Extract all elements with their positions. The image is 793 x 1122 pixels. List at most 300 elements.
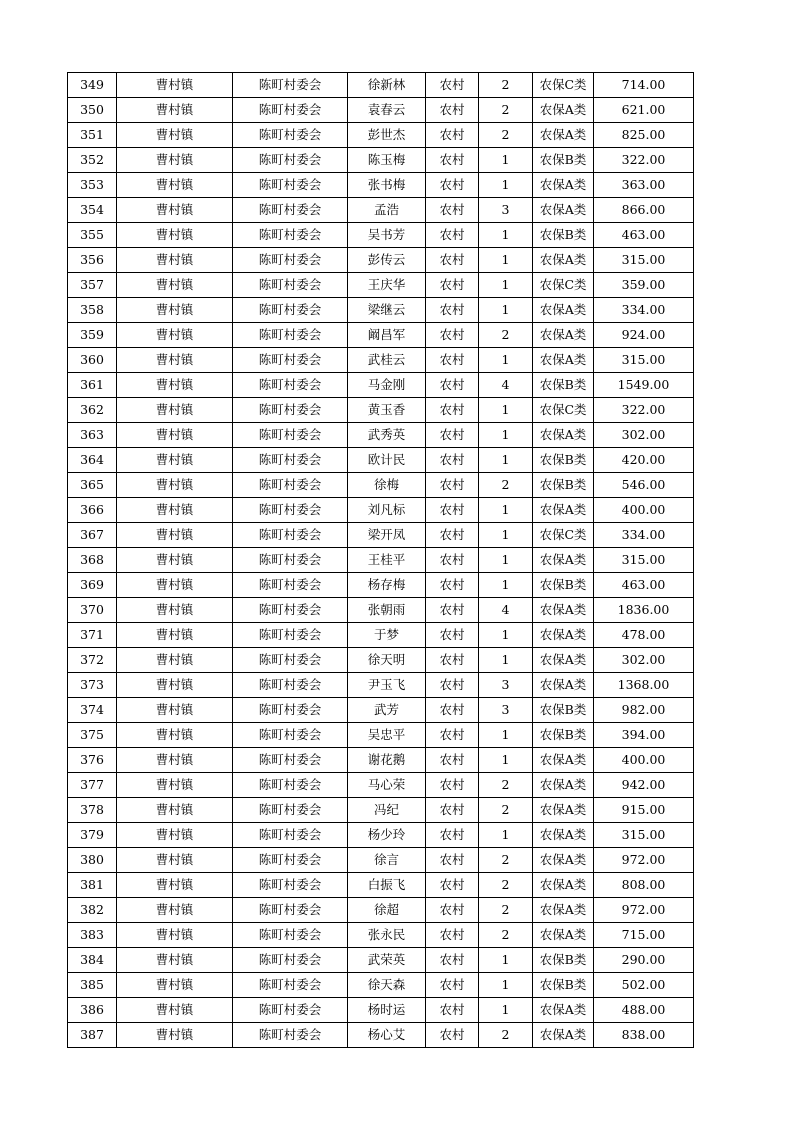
household-count-cell: 1 xyxy=(479,973,533,998)
area-type-cell: 农村 xyxy=(426,723,479,748)
name-cell: 徐天明 xyxy=(348,648,426,673)
town-cell: 曹村镇 xyxy=(117,923,233,948)
name-cell: 王庆华 xyxy=(348,273,426,298)
town-cell: 曹村镇 xyxy=(117,173,233,198)
town-cell: 曹村镇 xyxy=(117,473,233,498)
name-cell: 白振飞 xyxy=(348,873,426,898)
insurance-class-cell: 农保A类 xyxy=(533,623,594,648)
insurance-class-cell: 农保A类 xyxy=(533,298,594,323)
amount-cell: 715.00 xyxy=(594,923,694,948)
row-number-cell: 368 xyxy=(68,548,117,573)
area-type-cell: 农村 xyxy=(426,73,479,98)
amount-cell: 972.00 xyxy=(594,898,694,923)
amount-cell: 315.00 xyxy=(594,248,694,273)
insurance-class-cell: 农保A类 xyxy=(533,898,594,923)
town-cell: 曹村镇 xyxy=(117,298,233,323)
household-count-cell: 1 xyxy=(479,648,533,673)
household-count-cell: 1 xyxy=(479,948,533,973)
row-number-cell: 369 xyxy=(68,573,117,598)
name-cell: 张书梅 xyxy=(348,173,426,198)
table-row xyxy=(68,523,694,548)
village-committee-cell: 陈町村委会 xyxy=(233,598,348,623)
insurance-class-cell: 农保B类 xyxy=(533,573,594,598)
insurance-class-cell: 农保B类 xyxy=(533,973,594,998)
town-cell: 曹村镇 xyxy=(117,598,233,623)
household-count-cell: 2 xyxy=(479,1023,533,1048)
village-committee-cell: 陈町村委会 xyxy=(233,698,348,723)
household-count-cell: 1 xyxy=(479,248,533,273)
household-count-cell: 2 xyxy=(479,848,533,873)
household-count-cell: 2 xyxy=(479,873,533,898)
name-cell: 武芳 xyxy=(348,698,426,723)
town-cell: 曹村镇 xyxy=(117,448,233,473)
household-count-cell: 1 xyxy=(479,998,533,1023)
table-row xyxy=(68,298,694,323)
amount-cell: 942.00 xyxy=(594,773,694,798)
row-number-cell: 379 xyxy=(68,823,117,848)
village-committee-cell: 陈町村委会 xyxy=(233,373,348,398)
village-committee-cell: 陈町村委会 xyxy=(233,73,348,98)
table-row xyxy=(68,323,694,348)
row-number-cell: 384 xyxy=(68,948,117,973)
insurance-class-cell: 农保B类 xyxy=(533,698,594,723)
household-count-cell: 1 xyxy=(479,723,533,748)
amount-cell: 359.00 xyxy=(594,273,694,298)
town-cell: 曹村镇 xyxy=(117,123,233,148)
row-number-cell: 382 xyxy=(68,898,117,923)
row-number-cell: 372 xyxy=(68,648,117,673)
table-row xyxy=(68,573,694,598)
village-committee-cell: 陈町村委会 xyxy=(233,973,348,998)
name-cell: 孟浩 xyxy=(348,198,426,223)
insurance-class-cell: 农保C类 xyxy=(533,273,594,298)
insurance-class-cell: 农保A类 xyxy=(533,323,594,348)
table-row xyxy=(68,548,694,573)
name-cell: 张朝雨 xyxy=(348,598,426,623)
area-type-cell: 农村 xyxy=(426,223,479,248)
area-type-cell: 农村 xyxy=(426,848,479,873)
name-cell: 梁开凤 xyxy=(348,523,426,548)
insurance-class-cell: 农保C类 xyxy=(533,523,594,548)
insurance-class-cell: 农保B类 xyxy=(533,473,594,498)
household-count-cell: 1 xyxy=(479,523,533,548)
amount-cell: 315.00 xyxy=(594,548,694,573)
household-count-cell: 3 xyxy=(479,198,533,223)
insurance-class-cell: 农保A类 xyxy=(533,798,594,823)
name-cell: 马金刚 xyxy=(348,373,426,398)
household-count-cell: 1 xyxy=(479,748,533,773)
town-cell: 曹村镇 xyxy=(117,548,233,573)
name-cell: 杨存梅 xyxy=(348,573,426,598)
area-type-cell: 农村 xyxy=(426,373,479,398)
household-count-cell: 1 xyxy=(479,348,533,373)
village-committee-cell: 陈町村委会 xyxy=(233,848,348,873)
amount-cell: 488.00 xyxy=(594,998,694,1023)
area-type-cell: 农村 xyxy=(426,873,479,898)
row-number-cell: 377 xyxy=(68,773,117,798)
household-count-cell: 1 xyxy=(479,448,533,473)
household-count-cell: 3 xyxy=(479,673,533,698)
table-row xyxy=(68,698,694,723)
insurance-class-cell: 农保A类 xyxy=(533,748,594,773)
area-type-cell: 农村 xyxy=(426,198,479,223)
row-number-cell: 366 xyxy=(68,498,117,523)
household-count-cell: 2 xyxy=(479,473,533,498)
village-committee-cell: 陈町村委会 xyxy=(233,573,348,598)
name-cell: 欧计民 xyxy=(348,448,426,473)
amount-cell: 463.00 xyxy=(594,573,694,598)
town-cell: 曹村镇 xyxy=(117,673,233,698)
village-committee-cell: 陈町村委会 xyxy=(233,923,348,948)
household-count-cell: 2 xyxy=(479,323,533,348)
area-type-cell: 农村 xyxy=(426,98,479,123)
household-count-cell: 1 xyxy=(479,623,533,648)
insurance-class-cell: 农保B类 xyxy=(533,223,594,248)
village-committee-cell: 陈町村委会 xyxy=(233,998,348,1023)
row-number-cell: 383 xyxy=(68,923,117,948)
village-committee-cell: 陈町村委会 xyxy=(233,748,348,773)
town-cell: 曹村镇 xyxy=(117,423,233,448)
amount-cell: 502.00 xyxy=(594,973,694,998)
name-cell: 吴忠平 xyxy=(348,723,426,748)
insurance-class-cell: 农保A类 xyxy=(533,848,594,873)
area-type-cell: 农村 xyxy=(426,948,479,973)
table-row xyxy=(68,723,694,748)
amount-cell: 924.00 xyxy=(594,323,694,348)
name-cell: 于梦 xyxy=(348,623,426,648)
name-cell: 黄玉香 xyxy=(348,398,426,423)
village-committee-cell: 陈町村委会 xyxy=(233,298,348,323)
insurance-class-cell: 农保A类 xyxy=(533,548,594,573)
amount-cell: 290.00 xyxy=(594,948,694,973)
row-number-cell: 387 xyxy=(68,1023,117,1048)
town-cell: 曹村镇 xyxy=(117,848,233,873)
household-count-cell: 1 xyxy=(479,273,533,298)
household-count-cell: 2 xyxy=(479,123,533,148)
village-committee-cell: 陈町村委会 xyxy=(233,448,348,473)
household-count-cell: 4 xyxy=(479,373,533,398)
data-table xyxy=(67,72,694,1048)
row-number-cell: 378 xyxy=(68,798,117,823)
village-committee-cell: 陈町村委会 xyxy=(233,1023,348,1048)
insurance-class-cell: 农保A类 xyxy=(533,648,594,673)
row-number-cell: 386 xyxy=(68,998,117,1023)
table-row xyxy=(68,448,694,473)
amount-cell: 1368.00 xyxy=(594,673,694,698)
row-number-cell: 365 xyxy=(68,473,117,498)
name-cell: 袁春云 xyxy=(348,98,426,123)
insurance-class-cell: 农保C类 xyxy=(533,73,594,98)
household-count-cell: 2 xyxy=(479,73,533,98)
amount-cell: 363.00 xyxy=(594,173,694,198)
name-cell: 杨时运 xyxy=(348,998,426,1023)
household-count-cell: 1 xyxy=(479,398,533,423)
amount-cell: 808.00 xyxy=(594,873,694,898)
household-count-cell: 2 xyxy=(479,773,533,798)
area-type-cell: 农村 xyxy=(426,148,479,173)
amount-cell: 915.00 xyxy=(594,798,694,823)
name-cell: 冯纪 xyxy=(348,798,426,823)
village-committee-cell: 陈町村委会 xyxy=(233,873,348,898)
area-type-cell: 农村 xyxy=(426,648,479,673)
amount-cell: 400.00 xyxy=(594,498,694,523)
insurance-class-cell: 农保A类 xyxy=(533,348,594,373)
village-committee-cell: 陈町村委会 xyxy=(233,398,348,423)
amount-cell: 334.00 xyxy=(594,298,694,323)
town-cell: 曹村镇 xyxy=(117,948,233,973)
area-type-cell: 农村 xyxy=(426,498,479,523)
table-body xyxy=(68,73,694,1048)
village-committee-cell: 陈町村委会 xyxy=(233,898,348,923)
village-committee-cell: 陈町村委会 xyxy=(233,98,348,123)
town-cell: 曹村镇 xyxy=(117,273,233,298)
table-row xyxy=(68,798,694,823)
area-type-cell: 农村 xyxy=(426,398,479,423)
town-cell: 曹村镇 xyxy=(117,998,233,1023)
insurance-class-cell: 农保C类 xyxy=(533,398,594,423)
household-count-cell: 1 xyxy=(479,173,533,198)
village-committee-cell: 陈町村委会 xyxy=(233,498,348,523)
insurance-class-cell: 农保A类 xyxy=(533,423,594,448)
amount-cell: 714.00 xyxy=(594,73,694,98)
town-cell: 曹村镇 xyxy=(117,373,233,398)
table-row xyxy=(68,498,694,523)
table-row xyxy=(68,973,694,998)
household-count-cell: 2 xyxy=(479,898,533,923)
household-count-cell: 1 xyxy=(479,148,533,173)
name-cell: 谢花鹅 xyxy=(348,748,426,773)
name-cell: 武秀英 xyxy=(348,423,426,448)
household-count-cell: 1 xyxy=(479,823,533,848)
row-number-cell: 375 xyxy=(68,723,117,748)
row-number-cell: 350 xyxy=(68,98,117,123)
name-cell: 吴书芳 xyxy=(348,223,426,248)
area-type-cell: 农村 xyxy=(426,598,479,623)
row-number-cell: 349 xyxy=(68,73,117,98)
town-cell: 曹村镇 xyxy=(117,73,233,98)
table-row xyxy=(68,373,694,398)
town-cell: 曹村镇 xyxy=(117,248,233,273)
village-committee-cell: 陈町村委会 xyxy=(233,348,348,373)
town-cell: 曹村镇 xyxy=(117,498,233,523)
insurance-class-cell: 农保A类 xyxy=(533,873,594,898)
town-cell: 曹村镇 xyxy=(117,873,233,898)
name-cell: 徐超 xyxy=(348,898,426,923)
village-committee-cell: 陈町村委会 xyxy=(233,523,348,548)
area-type-cell: 农村 xyxy=(426,573,479,598)
insurance-class-cell: 农保A类 xyxy=(533,998,594,1023)
name-cell: 彭传云 xyxy=(348,248,426,273)
household-count-cell: 1 xyxy=(479,573,533,598)
amount-cell: 315.00 xyxy=(594,823,694,848)
insurance-class-cell: 农保A类 xyxy=(533,498,594,523)
row-number-cell: 356 xyxy=(68,248,117,273)
area-type-cell: 农村 xyxy=(426,823,479,848)
row-number-cell: 380 xyxy=(68,848,117,873)
insurance-class-cell: 农保A类 xyxy=(533,198,594,223)
name-cell: 杨少玲 xyxy=(348,823,426,848)
name-cell: 武桂云 xyxy=(348,348,426,373)
town-cell: 曹村镇 xyxy=(117,648,233,673)
village-committee-cell: 陈町村委会 xyxy=(233,798,348,823)
village-committee-cell: 陈町村委会 xyxy=(233,173,348,198)
table-row xyxy=(68,348,694,373)
area-type-cell: 农村 xyxy=(426,673,479,698)
area-type-cell: 农村 xyxy=(426,998,479,1023)
amount-cell: 825.00 xyxy=(594,123,694,148)
insurance-class-cell: 农保A类 xyxy=(533,773,594,798)
amount-cell: 866.00 xyxy=(594,198,694,223)
table-row xyxy=(68,948,694,973)
amount-cell: 546.00 xyxy=(594,473,694,498)
table-row xyxy=(68,398,694,423)
amount-cell: 1836.00 xyxy=(594,598,694,623)
row-number-cell: 353 xyxy=(68,173,117,198)
village-committee-cell: 陈町村委会 xyxy=(233,423,348,448)
amount-cell: 972.00 xyxy=(594,848,694,873)
table-row xyxy=(68,1023,694,1048)
table-row xyxy=(68,823,694,848)
town-cell: 曹村镇 xyxy=(117,698,233,723)
row-number-cell: 374 xyxy=(68,698,117,723)
village-committee-cell: 陈町村委会 xyxy=(233,723,348,748)
insurance-class-cell: 农保B类 xyxy=(533,948,594,973)
amount-cell: 463.00 xyxy=(594,223,694,248)
area-type-cell: 农村 xyxy=(426,923,479,948)
village-committee-cell: 陈町村委会 xyxy=(233,223,348,248)
row-number-cell: 352 xyxy=(68,148,117,173)
area-type-cell: 农村 xyxy=(426,473,479,498)
area-type-cell: 农村 xyxy=(426,973,479,998)
household-count-cell: 2 xyxy=(479,98,533,123)
household-count-cell: 1 xyxy=(479,498,533,523)
insurance-class-cell: 农保A类 xyxy=(533,923,594,948)
village-committee-cell: 陈町村委会 xyxy=(233,823,348,848)
table-row xyxy=(68,473,694,498)
area-type-cell: 农村 xyxy=(426,123,479,148)
row-number-cell: 351 xyxy=(68,123,117,148)
household-count-cell: 1 xyxy=(479,548,533,573)
table-row xyxy=(68,98,694,123)
row-number-cell: 357 xyxy=(68,273,117,298)
town-cell: 曹村镇 xyxy=(117,198,233,223)
insurance-class-cell: 农保A类 xyxy=(533,98,594,123)
amount-cell: 1549.00 xyxy=(594,373,694,398)
amount-cell: 394.00 xyxy=(594,723,694,748)
insurance-class-cell: 农保A类 xyxy=(533,823,594,848)
name-cell: 梁继云 xyxy=(348,298,426,323)
table-row xyxy=(68,598,694,623)
name-cell: 徐天森 xyxy=(348,973,426,998)
amount-cell: 478.00 xyxy=(594,623,694,648)
household-count-cell: 2 xyxy=(479,923,533,948)
insurance-class-cell: 农保A类 xyxy=(533,123,594,148)
area-type-cell: 农村 xyxy=(426,548,479,573)
row-number-cell: 364 xyxy=(68,448,117,473)
area-type-cell: 农村 xyxy=(426,748,479,773)
town-cell: 曹村镇 xyxy=(117,973,233,998)
village-committee-cell: 陈町村委会 xyxy=(233,473,348,498)
village-committee-cell: 陈町村委会 xyxy=(233,548,348,573)
table-row xyxy=(68,898,694,923)
table-row xyxy=(68,848,694,873)
name-cell: 武荣英 xyxy=(348,948,426,973)
table-row xyxy=(68,148,694,173)
town-cell: 曹村镇 xyxy=(117,1023,233,1048)
town-cell: 曹村镇 xyxy=(117,323,233,348)
amount-cell: 400.00 xyxy=(594,748,694,773)
table-row xyxy=(68,673,694,698)
name-cell: 徐新林 xyxy=(348,73,426,98)
town-cell: 曹村镇 xyxy=(117,748,233,773)
table-row xyxy=(68,198,694,223)
area-type-cell: 农村 xyxy=(426,248,479,273)
table-row xyxy=(68,423,694,448)
village-committee-cell: 陈町村委会 xyxy=(233,673,348,698)
village-committee-cell: 陈町村委会 xyxy=(233,948,348,973)
insurance-class-cell: 农保B类 xyxy=(533,723,594,748)
household-count-cell: 4 xyxy=(479,598,533,623)
row-number-cell: 367 xyxy=(68,523,117,548)
village-committee-cell: 陈町村委会 xyxy=(233,198,348,223)
amount-cell: 334.00 xyxy=(594,523,694,548)
area-type-cell: 农村 xyxy=(426,323,479,348)
area-type-cell: 农村 xyxy=(426,173,479,198)
town-cell: 曹村镇 xyxy=(117,148,233,173)
name-cell: 尹玉飞 xyxy=(348,673,426,698)
table-row xyxy=(68,648,694,673)
amount-cell: 838.00 xyxy=(594,1023,694,1048)
household-count-cell: 1 xyxy=(479,298,533,323)
amount-cell: 315.00 xyxy=(594,348,694,373)
row-number-cell: 355 xyxy=(68,223,117,248)
area-type-cell: 农村 xyxy=(426,898,479,923)
name-cell: 阚昌军 xyxy=(348,323,426,348)
village-committee-cell: 陈町村委会 xyxy=(233,773,348,798)
amount-cell: 420.00 xyxy=(594,448,694,473)
area-type-cell: 农村 xyxy=(426,798,479,823)
area-type-cell: 农村 xyxy=(426,423,479,448)
area-type-cell: 农村 xyxy=(426,448,479,473)
table-row xyxy=(68,773,694,798)
town-cell: 曹村镇 xyxy=(117,773,233,798)
table-row xyxy=(68,748,694,773)
area-type-cell: 农村 xyxy=(426,1023,479,1048)
amount-cell: 322.00 xyxy=(594,398,694,423)
town-cell: 曹村镇 xyxy=(117,223,233,248)
name-cell: 徐梅 xyxy=(348,473,426,498)
town-cell: 曹村镇 xyxy=(117,723,233,748)
name-cell: 彭世杰 xyxy=(348,123,426,148)
town-cell: 曹村镇 xyxy=(117,823,233,848)
town-cell: 曹村镇 xyxy=(117,573,233,598)
insurance-class-cell: 农保A类 xyxy=(533,173,594,198)
name-cell: 杨心艾 xyxy=(348,1023,426,1048)
insurance-class-cell: 农保B类 xyxy=(533,373,594,398)
area-type-cell: 农村 xyxy=(426,348,479,373)
area-type-cell: 农村 xyxy=(426,298,479,323)
village-committee-cell: 陈町村委会 xyxy=(233,623,348,648)
insurance-class-cell: 农保A类 xyxy=(533,598,594,623)
area-type-cell: 农村 xyxy=(426,523,479,548)
household-count-cell: 1 xyxy=(479,423,533,448)
town-cell: 曹村镇 xyxy=(117,98,233,123)
amount-cell: 982.00 xyxy=(594,698,694,723)
row-number-cell: 376 xyxy=(68,748,117,773)
amount-cell: 302.00 xyxy=(594,648,694,673)
village-committee-cell: 陈町村委会 xyxy=(233,148,348,173)
insurance-class-cell: 农保B类 xyxy=(533,148,594,173)
